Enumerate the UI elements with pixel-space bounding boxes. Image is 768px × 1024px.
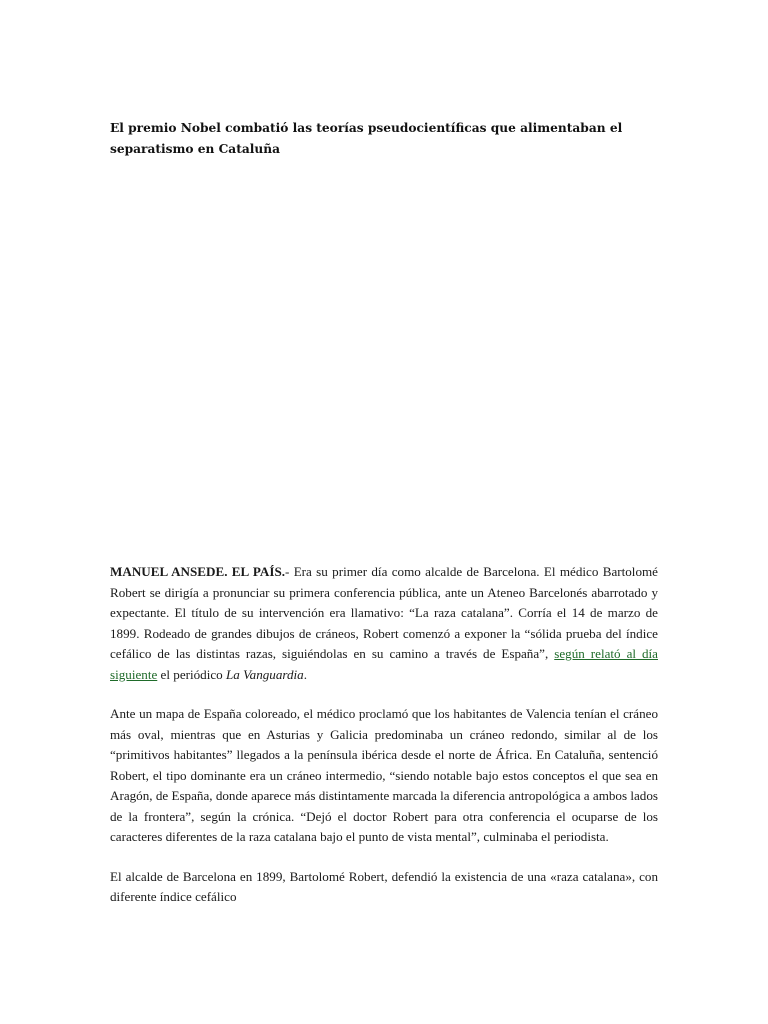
paragraph-1-text-a: - Era su primer día como alcalde de Barcelona. El médico Bartolomé Robert se dirigía a pronunciar su primera conferencia pública, ante un Ateneo Barcelonés abarrotado y expectante. El título de su intervención era llamativo: “La raza catalana”. Corría el 14 de marzo de 1899. Rodeado de grandes dibujos de cráneos, Robert comenzó a exponer la “sólida prueba del índice cefálico de las distintas razas, siguiéndolas en su camino a través de España”, [110,564,658,661]
paragraph-1-text-c: . [303,666,308,682]
paragraph-3: El alcalde de Barcelona en 1899, Bartolomé Robert, defendió la existencia de una «raza catalana», con diferente índice cefálico [110,868,658,904]
paragraph-1-text-b: el periódico [157,666,226,682]
paragraph-1 [110,562,658,685]
paragraph-2: Ante un mapa de España coloreado, el médico proclamó que los habitantes de Valencia tenían el cráneo más oval, mientras que en Asturias y Galicia predominaba un cráneo redondo, similar al de los “primitivos habitantes” llegados a la península ibérica desde el norte de África. En Cataluña, sentenció Robert, el tipo dominante era un cráneo intermedio, “siendo notable bajo estos conceptos el que sea en Aragón, de España, donde aparece más distintamente marcada la diferencia antropológica a ambos lados de la frontera”, según la crónica. “Dejó el doctor Robert para otra conferencia el ocuparse de los caracteres diferentes de la raza catalana bajo el punto de vista mental”, culminaba el periodista. [110,706,658,844]
article-body [110,562,658,927]
article-byline: MANUEL ANSEDE. EL PAÍS. [110,564,285,579]
newspaper-name: La Vanguardia [226,666,304,682]
source-link[interactable]: según relató al día siguiente [110,646,658,682]
article-headline: El premio Nobel combatió las teorías pseudocientíficas que alimentaban el separatismo en Cataluña [110,121,623,156]
